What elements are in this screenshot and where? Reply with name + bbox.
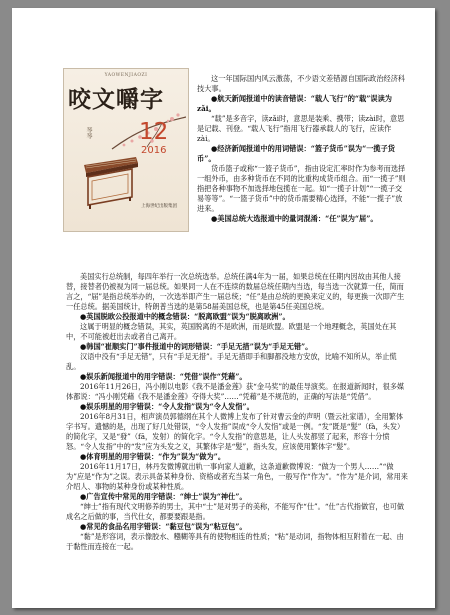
magazine-cover-image bbox=[63, 68, 189, 232]
section-heading: ● 经济新闻报道中的用词错误：“篮子货币”误为“一揽子货币”。 bbox=[197, 144, 407, 164]
cover-title: 咬文嚼字 bbox=[68, 86, 164, 113]
paragraph: 货币篮子或称“一篮子货币”，指由设定汇率时作为参考而选择一组外币，由多种货币在不同的比重构成货币组合。而“一揽子”则指把各种事物不加选择地包揽在一起。如“一揽子计划”“一揽子交易等等”。“一篮子货币”中的货币需要精心选择，不能“一揽子”放进来。 bbox=[197, 164, 406, 213]
paragraph: 这属于明显的概念错误，其实，英国脱离的不是欧洲，而是欧盟。欧盟是一个地理概念，英国处在其中，不可能被赶出去或者自己离开。 bbox=[66, 322, 397, 341]
cover-side-text: 琴琴 bbox=[85, 127, 92, 139]
document-page bbox=[12, 8, 435, 608]
paragraph: 汉语中没有“手足无错”，只有“手足无措”。手足无措即手和脚都没地方安放，比喻不知所从，举止慌乱。 bbox=[66, 352, 397, 371]
section-heading: ● 娱乐新闻报道中的用字错误：“凭借”误作“凭藉”。 bbox=[66, 372, 409, 382]
section-heading: ● 广告宣传中常见的用字错误：“绅士”误为“神仕”。 bbox=[66, 492, 409, 502]
paragraph: “黏”是形容词，表示像胶水、糨糊等具有的使物相连的性质；“粘”是动词，指物体相互附着在一起、由于黏性而连接在一起。 bbox=[66, 532, 404, 551]
paragraph: 这一年国际国内风云激荡，不少语文差错源自国际政治经济科技大事。 bbox=[197, 74, 406, 93]
section-heading: ● 体育明星的用字错误：“作为”误为“做为”。 bbox=[66, 452, 409, 462]
cover-issue-number: 12 bbox=[139, 119, 169, 145]
cover-year: 2016 bbox=[141, 145, 167, 156]
right-column-text bbox=[197, 74, 407, 224]
section-heading: ● 航天新闻报道中的读音错误：“载人飞行”的“载”误读为zǎi。 bbox=[197, 94, 407, 114]
section-heading: ● 韩国“崔顺实门”事件报道中的词形错误：“手足无措”误为“手足无错”。 bbox=[66, 342, 409, 352]
cover-title-en: YAOWENJIAOZI bbox=[104, 73, 148, 78]
paragraph: 2016年11月26日，冯小刚以电影《我不是潘金莲》获“金马奖”的最佳导演奖。在报道新闻时，很多媒体都说：“冯小刚凭藉《我不是潘金莲》夺得大奖”……“凭藉”是不规范的，正确的写法是“凭借”。 bbox=[66, 382, 405, 401]
section-heading: ● 英国脱欧公投报道中的概念错误：“脱离欧盟”误为“脱离欧洲”。 bbox=[66, 312, 409, 322]
full-width-text bbox=[66, 272, 409, 552]
paragraph: 2016年8月31日，相声演员郭德纲在其个人微博上发布了针对曹云金的声明（暨云社家谱），全用繁体字书写。遗憾的是，出现了好几处错误，“令人发指”误成“令人发恉”或是一例。“发”既是“髪”（fà，头发）的简化字，又是“發”（fā，发射）的简化字。“令人发指”的意思是，让人头发都竖了起来，形容十分愤怒。“令人发指”中的“发”应为头发之义，其繁体字是“髪”，指头发，应该使用繁体字“髪”。 bbox=[66, 412, 405, 451]
section-heading: ● 娱乐明星的用字错误：“令人发指”误为“令人发恉”。 bbox=[66, 402, 409, 412]
section-heading: ● 常见的食品名用字错误：“黏豆包”误为“粘豆包”。 bbox=[66, 522, 409, 532]
section-heading: ● 美国总统大选报道中的量词混淆：“任”误为“届”。 bbox=[197, 214, 407, 224]
guzheng-table-illustration bbox=[80, 151, 140, 211]
paragraph: “载”是多音字，读zǎi时，意思是装乘、携带；读zài时，意思是记载、刊登。“载人飞行”指用飞行器承载人的飞行，应读作zài。 bbox=[197, 114, 405, 143]
paragraph: 2016年11月17日，林丹发微博就出轨一事向家人道歉，这条道歉微博说：“做为一个男人……”“做为”应是“作为”之误。表示具备某种身份、资格或者充当某一角色，一般写作“作为”。“作为”是介词，常用来介绍人、事物的某种身份或某种性质。 bbox=[66, 462, 408, 491]
paragraph: 美国实行总统制，每四年举行一次总统选举。总统任满4年为一届，如果总统在任期内因故由其他人接替，接替者仍被视为同一届总统。如果同一人在不连续的数届总统任期内当选，每当选一次就算一任，简而言之，“届”是指总统举办的，一次选举即产生一届总统；“任”是由总统的更换来定义的，每更换一次即产生一任总统。据美国统计，特朗普当选的是第58届美国总统，也是第45任美国总统。 bbox=[66, 272, 405, 311]
cover-publisher: 上海世纪出版集团 bbox=[141, 204, 177, 209]
paragraph: “绅士”指有现代文明修养的男士，其中“士”是对男子的美称，不能写作“仕”。“仕”古代指做官，也可做成名之后做的事，当代仕女，都要要跟是指。 bbox=[66, 502, 405, 521]
